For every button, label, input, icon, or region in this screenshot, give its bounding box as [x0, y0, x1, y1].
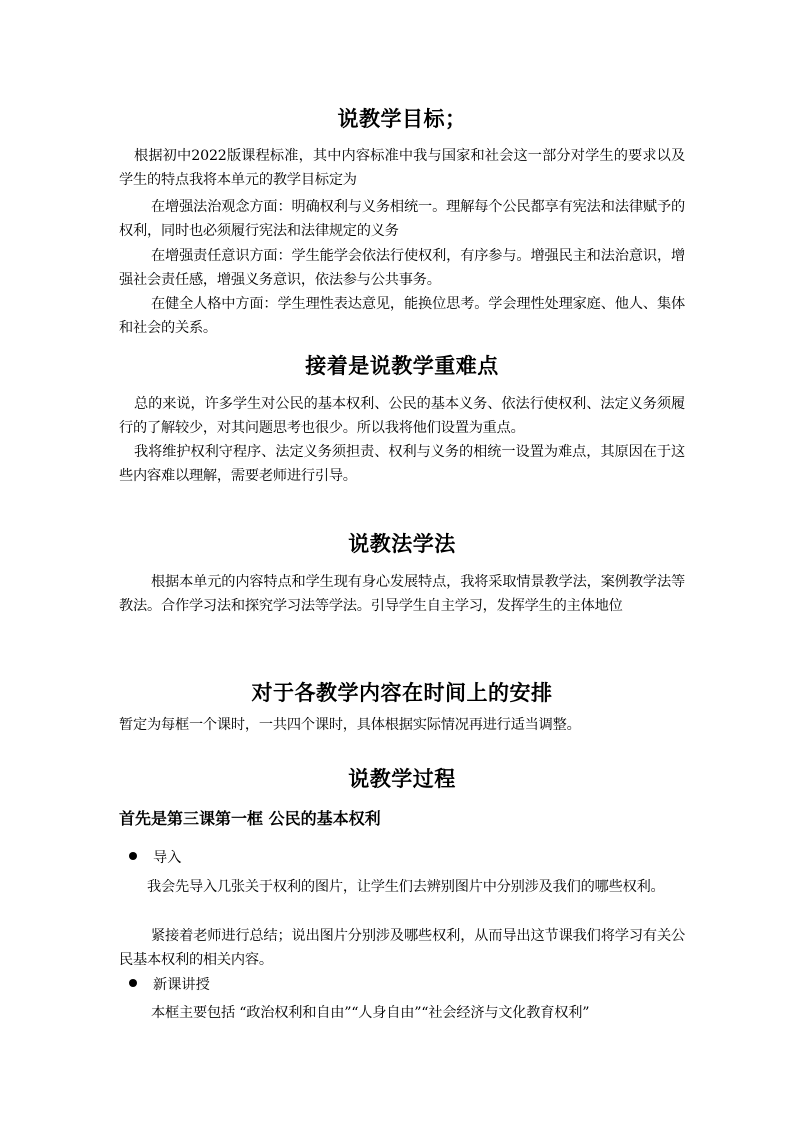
bullet-item-new-lesson — [129, 974, 685, 996]
schedule-paragraph: 暂定为每框一个课时，一共四个课时，具体根据实际情况再进行适当调整。 — [119, 717, 581, 733]
process-paragraph-3: 本框主要包括 “政治权利和自由”“人身自由”“社会经济与文化教育权利” — [151, 1005, 590, 1021]
goals-paragraph-personality: 在健全人格中方面：学生理性表达意见，能换位思考。学会理性处理家庭、他人、集体和社会的关系。 — [119, 296, 685, 336]
key-points-paragraph-2: 我将维护权利守程序、法定义务须担责、权利与义务的相统一设置为难点，其原因在于这些内容难以理解，需要老师进行引导。 — [119, 444, 685, 484]
process-paragraph-1: 我会先导入几张关于权利的图片，让学生们去辨别图片中分别涉及我们的哪些权利。 — [147, 879, 665, 895]
heading-schedule: 对于各教学内容在时间上的安排 — [251, 681, 553, 705]
goals-intro-paragraph: 根据初中2022版课程标准，其中内容标准中我与国家和社会这一部分对学生的要求以及学生的特点我将本单元的教学目标定为 — [119, 148, 685, 188]
bullet-dot-icon — [129, 979, 137, 987]
goals-paragraph-law: 在增强法治观念方面：明确权利与义务相统一。理解每个公民都享有宪法和法律赋予的权利，同时也必须履行宪法和法律规定的义务 — [119, 199, 685, 239]
bullet-dot-icon — [129, 852, 137, 860]
heading-key-points: 接着是说教学重难点 — [305, 354, 499, 378]
bullet-label-new-lesson: 新课讲授 — [153, 977, 210, 993]
process-subtitle: 首先是第三课第一框 公民的基本权利 — [119, 809, 381, 828]
methods-paragraph: 根据本单元的内容特点和学生现有身心发展特点，我将采取情景教学法，案例教学法等教法。合作学习法和探究学习法等学法。引导学生自主学习，发挥学生的主体地位 — [119, 574, 685, 614]
heading-teaching-goals: 说教学目标； — [337, 107, 467, 131]
heading-process: 说教学过程 — [348, 767, 456, 791]
key-points-paragraph-1: 总的来说，许多学生对公民的基本权利、公民的基本义务、依法行使权利、法定义务须履行的了解较少，对其问题思考也很少。所以我将他们设置为重点。 — [119, 396, 685, 436]
bullet-label-intro: 导入 — [153, 850, 182, 866]
process-paragraph-2: 紧接着老师进行总结；说出图片分别涉及哪些权利，从而导出这节课我们将学习有关公民基本权利的相关内容。 — [119, 928, 685, 968]
heading-methods: 说教法学法 — [348, 532, 456, 556]
bullet-item-intro — [129, 847, 685, 869]
goals-paragraph-responsibility: 在增强责任意识方面：学生能学会依法行使权利，有序参与。增强民主和法治意识，增强社会责任感，增强义务意识，依法参与公共事务。 — [119, 248, 685, 288]
